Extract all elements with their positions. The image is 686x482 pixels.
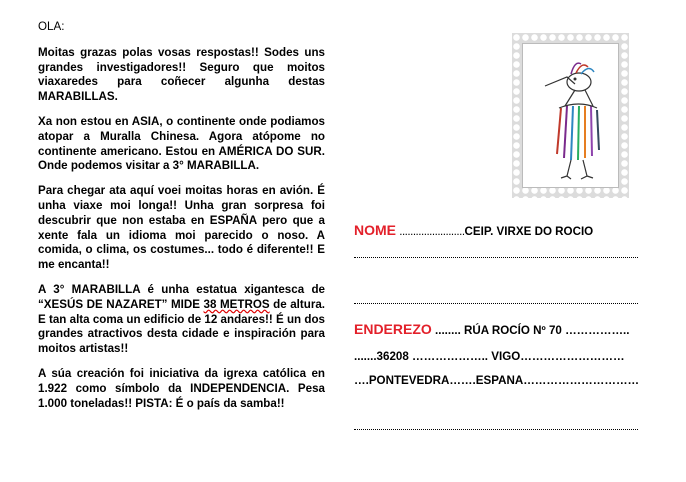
address-name-row (354, 222, 654, 238)
letter-paragraph-1: Moitas grazas polas vosas respostas!! Sodes uns grandes investigadores!! Seguro que moitos viaxaredes para coñecer algunha destas MARABILLAS. (38, 45, 325, 104)
blank-line-2 (354, 302, 638, 304)
letter-greeting: OLA: (38, 20, 65, 33)
name-label: NOME (354, 222, 396, 238)
letter-paragraph-4 (38, 283, 325, 357)
letter-paragraph-2: Xa non estou en ASIA, o continente onde podiamos atopar a Muralla Chinesa. Agora atópome no continente americano. Estou en AMÉRICA DO SUR. Onde podemos visitar a 3° MARABILLA. (38, 114, 325, 173)
address-label: ENDEREZO (354, 321, 432, 337)
name-value: CEIP. VIRXE DO ROCIO (464, 225, 594, 238)
blank-line-3 (354, 428, 638, 430)
address-street-row (354, 321, 654, 337)
address-province-row: ….PONTEVEDRA…….ESPANA………………………… (354, 374, 640, 387)
letter-paragraph-3: Para chegar ata aquí voei moitas horas en avión. É unha viaxe moi longa!! Unha gran sorpresa foi descubrir que non estaba en ESPAÑA pero que a xente fala un idioma moi parecido o noso. A comida, o clima, os costumes... todo é diferente!! E me encanta!! (38, 184, 325, 272)
address-city-row: .......36208 ……………….. VIGO……………………… (354, 350, 625, 363)
stamp-inner (522, 43, 619, 188)
height-highlight: 38 METROS (203, 297, 270, 311)
blank-line-1 (354, 256, 638, 258)
letter-paragraph-5: A súa creación foi iniciativa da igrexa católica en 1.922 como símbolo da INDEPENDENCIA. Pesa 1.000 toneladas!! PISTA: É o país da samba!! (38, 366, 325, 410)
letter-body (38, 20, 325, 421)
paragraph-4-start: A 3° MARABILLA é unha estatua xigantesca de “XESÚS DE NAZARET” MIDE (38, 282, 325, 311)
paragraph-4-end: de altura. E tan alta coma un edificio de 12 andares!! É un dos grandes atractivos desta cidade e inspiración para moitos artistas!! (38, 297, 326, 356)
address-street-value: ........ RÚA ROCÍO Nº 70 …………….. (431, 324, 630, 337)
bird-drawing-icon (523, 44, 618, 187)
postage-stamp (512, 33, 629, 198)
name-dots: ........................ (399, 225, 465, 238)
